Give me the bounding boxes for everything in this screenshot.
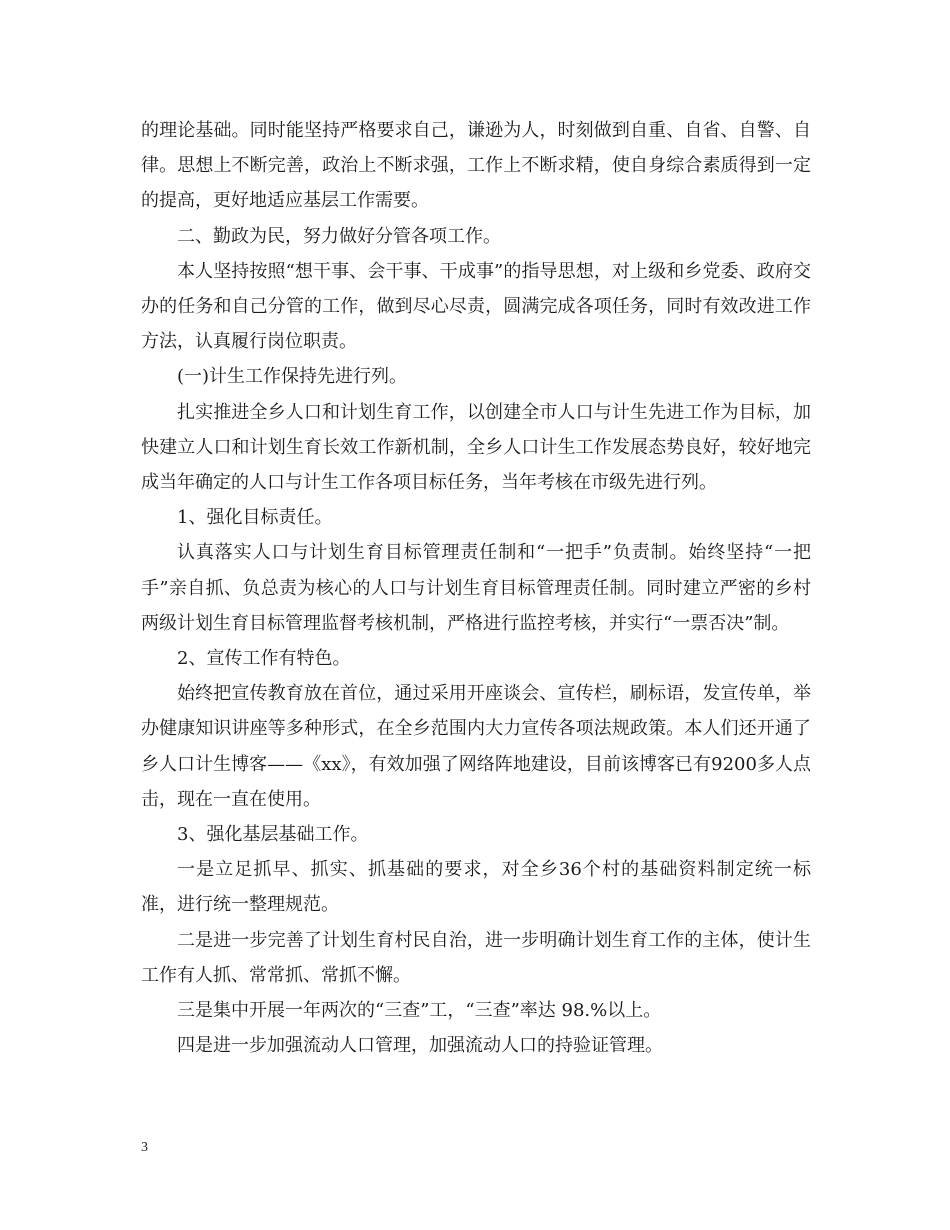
item-heading: 3、强化基层基础工作。 xyxy=(177,824,369,846)
paragraph: 一是立足抓早、抓实、抓基础的要求，对全乡36个村的基础资料制定统一标准，进行统一整理规范。 xyxy=(141,859,811,916)
paragraph: 认真落实人口与计划生育目标管理责任制和“一把手”负责制。始终坚持“一把手”亲自抓、负总责为核心的人口与计划生育目标管理责任制。同时建立严密的乡村两级计划生育目标管理监督考核机制，严格进行监控考核，并实行“一票否决”制。 xyxy=(141,542,811,634)
document-body xyxy=(141,113,811,1063)
paragraph: 扎实推进全乡人口和计划生育工作，以创建全市人口与计生先进工作为目标，加快建立人口和计划生育长效工作新机制，全乡人口计生工作发展态势良好，较好地完成当年确定的人口与计生工作各项目标任务，当年考核在市级先进行列。 xyxy=(141,401,811,494)
paragraph-continued: 的理论基础。同时能坚持严格要求自己，谦逊为人，时刻做到自重、自省、自警、自律。思想上不断完善，政治上不断求强，工作上不断求精，使自身综合素质得到一定的提高，更好地适应基层工作需要。 xyxy=(141,120,811,212)
paragraph: 二是进一步完善了计划生育村民自治，进一步明确计划生育工作的主体，使计生工作有人抓、常常抓、常抓不懈。 xyxy=(141,929,811,986)
paragraph: 三是集中开展一年两次的“三查”工，“三查”率达 98.%以上。 xyxy=(177,1000,662,1022)
subsection-heading: (一)计生工作保持先进行列。 xyxy=(177,366,408,388)
page-number: 3 xyxy=(141,1140,148,1155)
paragraph: 始终把宣传教育放在首位，通过采用开座谈会、宣传栏，刷标语，发宣传单，举办健康知识讲座等多种形式，在全乡范围内大力宣传各项法规政策。本人们还开通了乡人口计生博客——《xx》，有效加强了网络阵地建设，目前该博客已有9200多人点击，现在一直在使用。 xyxy=(141,683,811,810)
section-heading: 二、勤政为民，努力做好分管各项工作。 xyxy=(177,225,501,247)
paragraph: 本人坚持按照“想干事、会干事、干成事”的指导思想，对上级和乡党委、政府交办的任务和自己分管的工作，做到尽心尽责，圆满完成各项任务，同时有效改进工作方法，认真履行岗位职责。 xyxy=(141,260,811,353)
item-heading: 1、强化目标责任。 xyxy=(177,507,333,529)
item-heading: 2、宣传工作有特色。 xyxy=(177,648,351,670)
paragraph: 四是进一步加强流动人口管理，加强流动人口的持验证管理。 xyxy=(177,1035,663,1057)
